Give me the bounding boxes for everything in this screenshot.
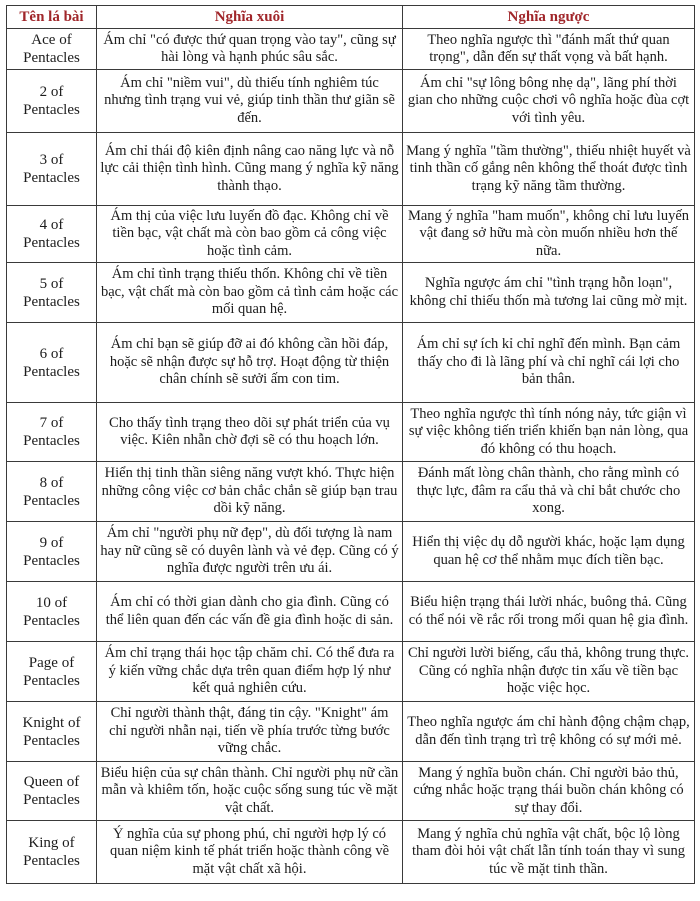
- card-name: [7, 702, 97, 762]
- header-upright: Nghĩa xuôi: [97, 6, 403, 29]
- card-name: [7, 582, 97, 642]
- reversed-meaning: Chỉ người lười biếng, cẩu thả, không trung thực. Cũng có nghĩa nhận được tin xấu về tiền bạc hoặc việc học.: [403, 642, 695, 702]
- reversed-meaning: Theo nghĩa ngược ám chỉ hành động chậm chạp, dẫn đến tình trạng trì trệ không có sự mới mẻ.: [403, 702, 695, 762]
- card-name-line2: Pentacles: [23, 235, 80, 251]
- table-row: [7, 133, 695, 206]
- card-name-line2: Pentacles: [23, 363, 80, 380]
- card-name-line1: 4 of: [39, 217, 64, 233]
- reversed-meaning: Mang ý nghĩa "ham muốn", không chỉ lưu luyến vật đang sở hữu mà còn muốn nhiều hơn thế nữa.: [403, 206, 695, 263]
- upright-meaning: Ám chỉ "niềm vui", dù thiếu tính nghiêm túc nhưng tình trạng vui vẻ, giúp tinh thần thư giãn sẽ đến.: [97, 70, 403, 133]
- table-row: [7, 206, 695, 263]
- card-name-line1: 6 of: [39, 345, 64, 362]
- reversed-meaning: Biểu hiện trạng thái lười nhác, buông thả. Cũng có thể nói về rắc rối trong mối quan hệ gia đình.: [403, 582, 695, 642]
- reversed-meaning: Mang ý nghĩa buồn chán. Chỉ người bảo thủ, cứng nhắc hoặc trạng thái buồn chán không có sự thay đổi.: [403, 762, 695, 821]
- card-name-line1: 8 of: [39, 474, 64, 491]
- upright-meaning: Ý nghĩa của sự phong phú, chỉ người hợp lý có quan niệm kinh tế phát triển hoặc thành công về mặt vật chất xã hội.: [97, 821, 403, 884]
- upright-meaning: Ám chỉ "có được thứ quan trọng vào tay", cũng sự hài lòng và hạnh phúc sâu sắc.: [97, 29, 403, 70]
- card-name-line1: Knight of: [22, 714, 81, 731]
- card-name-line2: Pentacles: [23, 102, 80, 118]
- card-name-line2: Pentacles: [23, 792, 80, 808]
- table-row: [7, 582, 695, 642]
- table-header-row: [7, 6, 695, 29]
- table-row: [7, 403, 695, 462]
- card-name: [7, 70, 97, 133]
- reversed-meaning: Hiển thị việc dụ dỗ người khác, hoặc lạm dụng quan hệ cơ thể nhằm mục đích tiền bạc.: [403, 522, 695, 582]
- upright-meaning: Ám chỉ có thời gian dành cho gia đình. Cũng có thể liên quan đến các vấn đề gia đình hoặc di sản.: [97, 582, 403, 642]
- table-row: [7, 462, 695, 522]
- upright-meaning: Ám chỉ tình trạng thiếu thốn. Không chỉ về tiền bạc, vật chất mà còn bao gồm cả tình cảm hoặc các mối quan hệ.: [97, 263, 403, 323]
- table-row: [7, 29, 695, 70]
- card-name-line1: 2 of: [39, 84, 64, 100]
- card-name: [7, 29, 97, 70]
- table-row: [7, 70, 695, 133]
- card-name: [7, 522, 97, 582]
- card-name-line2: Pentacles: [23, 612, 80, 629]
- card-name-line2: Pentacles: [23, 170, 80, 186]
- reversed-meaning: Ám chỉ "sự lông bông nhẹ dạ", lãng phí thời gian cho những cuộc chơi vô nghĩa hoặc đùa cợt với tình yêu.: [403, 70, 695, 133]
- header-reversed: Nghĩa ngược: [403, 6, 695, 29]
- tarot-meaning-table: [6, 5, 695, 884]
- card-name-line1: King of: [28, 835, 75, 851]
- card-name-line2: Pentacles: [23, 552, 80, 569]
- reversed-meaning: Mang ý nghĩa "tầm thường", thiếu nhiệt huyết và tinh thần cố gắng nên không thể thoát được tình trạng kỹ năng tầm thường.: [403, 133, 695, 206]
- header-card-name: Tên lá bài: [7, 6, 97, 29]
- upright-meaning: Ám thị của việc lưu luyến đồ đạc. Không chỉ về tiền bạc, vật chất mà còn bao gồm cả công việc hoặc tình cảm.: [97, 206, 403, 263]
- card-name-line1: 7 of: [39, 415, 64, 431]
- card-name: [7, 462, 97, 522]
- card-name-line2: Pentacles: [23, 293, 80, 310]
- reversed-meaning: Theo nghĩa ngược thì tính nóng nảy, tức giận vì sự việc không tiến triển khiến bạn nản lòng, qua đó không có thu hoạch.: [403, 403, 695, 462]
- card-name-line2: Pentacles: [23, 50, 80, 66]
- table-row: [7, 522, 695, 582]
- table-row: [7, 263, 695, 323]
- upright-meaning: Biểu hiện của sự chân thành. Chỉ người phụ nữ cần mẫn và khiêm tốn, hoặc cuộc sống sung túc về mặt vật chất.: [97, 762, 403, 821]
- card-name: [7, 821, 97, 884]
- upright-meaning: Cho thấy tình trạng theo dõi sự phát triển của vụ việc. Kiên nhẫn chờ đợi sẽ có thu hoạch lớn.: [97, 403, 403, 462]
- upright-meaning: Ám chỉ thái độ kiên định nâng cao năng lực và nỗ lực cải thiện tình hình. Cũng mang ý nghĩa kỹ năng thành thạo.: [97, 133, 403, 206]
- reversed-meaning: Theo nghĩa ngược thì "đánh mất thứ quan trọng", dẫn đến sự thất vọng và bất hạnh.: [403, 29, 695, 70]
- table-row: [7, 323, 695, 403]
- card-name: [7, 133, 97, 206]
- card-name-line1: 3 of: [39, 152, 64, 168]
- card-name-line1: 9 of: [39, 534, 64, 551]
- table-row: [7, 821, 695, 884]
- reversed-meaning: Ám chỉ sự ích kỉ chỉ nghĩ đến mình. Bạn cảm thấy cho đi là lãng phí và chỉ nghĩ cái lợi cho bản thân.: [403, 323, 695, 403]
- upright-meaning: Ám chỉ "người phụ nữ đẹp", dù đối tượng là nam hay nữ cũng sẽ có duyên lành và vẻ đẹp. Cũng có ý nghĩa được người trên ưu ái.: [97, 522, 403, 582]
- upright-meaning: Ám chỉ bạn sẽ giúp đỡ ai đó không cần hồi đáp, hoặc sẽ nhận được sự hỗ trợ. Hoạt động từ thiện chân chính sẽ sưởi ấm con tim.: [97, 323, 403, 403]
- card-name: [7, 642, 97, 702]
- upright-meaning: Hiển thị tinh thần siêng năng vượt khó. Thực hiện những công việc cơ bản chắc chắn sẽ giúp bạn trau dồi kỹ năng.: [97, 462, 403, 522]
- table-row: [7, 762, 695, 821]
- upright-meaning: Ám chỉ trạng thái học tập chăm chỉ. Có thể đưa ra ý kiến vững chắc dựa trên quan điểm hợp lý như kết quả nghiên cứu.: [97, 642, 403, 702]
- card-name-line1: Ace of: [31, 32, 72, 48]
- reversed-meaning: Mang ý nghĩa chủ nghĩa vật chất, bộc lộ lòng tham đòi hỏi vật chất lẫn tính toán thay vì sung túc về mặt tinh thần.: [403, 821, 695, 884]
- card-name-line1: Queen of: [23, 774, 80, 790]
- card-name: [7, 323, 97, 403]
- card-name-line2: Pentacles: [23, 433, 80, 449]
- card-name-line1: 5 of: [39, 275, 64, 292]
- reversed-meaning: Nghĩa ngược ám chỉ "tình trạng hỗn loạn", không chỉ thiếu thốn mà tương lai cũng mờ mịt.: [403, 263, 695, 323]
- reversed-meaning: Đánh mất lòng chân thành, cho rằng mình có thực lực, đâm ra cẩu thả và chỉ bắt chước cho xong.: [403, 462, 695, 522]
- card-name-line2: Pentacles: [23, 853, 80, 869]
- card-name-line1: Page of: [28, 654, 75, 671]
- card-name-line2: Pentacles: [23, 492, 80, 509]
- table-row: [7, 642, 695, 702]
- upright-meaning: Chỉ người thành thật, đáng tin cậy. "Knight" ám chỉ người nhẫn nại, tiến về phía trước từng bước vững chắc.: [97, 702, 403, 762]
- card-name: [7, 762, 97, 821]
- card-name: [7, 263, 97, 323]
- card-name-line1: 10 of: [35, 594, 68, 611]
- card-name: [7, 403, 97, 462]
- card-name-line2: Pentacles: [23, 732, 80, 749]
- card-name: [7, 206, 97, 263]
- card-name-line2: Pentacles: [23, 672, 80, 689]
- table-row: [7, 702, 695, 762]
